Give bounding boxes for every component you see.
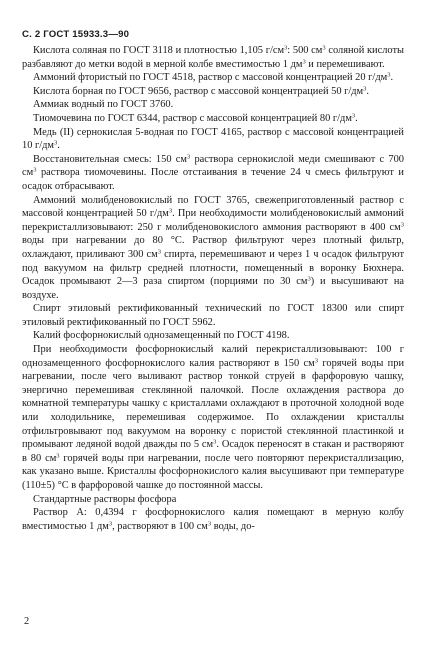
paragraph	[22, 71, 404, 85]
superscript: 3	[33, 166, 37, 174]
text-run: При необходимости фосфорнокислый калий перекристаллизовывают: 100 г однозамещенного фосфорнокислого калия растворяют в 150 см	[22, 344, 404, 369]
superscript: 3	[351, 112, 356, 120]
text-run: .	[390, 72, 394, 84]
text-run: .	[57, 140, 60, 152]
superscript: 3	[108, 520, 113, 528]
text-run: . Осадок переносят в стакан и растворяют в 80 см	[22, 439, 404, 464]
superscript: 3	[207, 520, 212, 528]
superscript: 3	[363, 85, 367, 93]
superscript: 3	[284, 44, 288, 52]
paragraph	[22, 126, 404, 153]
superscript: 3	[314, 357, 318, 365]
text-run: Тиомочевина по ГОСТ 6344, раствор с массовой концентрацией 80 г/дм	[33, 112, 352, 124]
text-run: Восстановительная смесь: 150 см	[33, 153, 187, 165]
text-run: Спирт этиловый ректификованный технический по ГОСТ 18300 или спирт этиловый ректификованный по ГОСТ 5962.	[22, 303, 404, 328]
superscript: 3	[322, 44, 326, 52]
page-number: 2	[24, 616, 30, 627]
text-run: .	[355, 112, 358, 124]
text-run: раствора сернокислой меди смешивают с 700 см	[22, 153, 404, 179]
text-run: Раствор А: 0,4394 г фосфорнокислого калия помещают в мерную колбу вместимостью 1 дм	[22, 507, 404, 532]
running-header: С. 2 ГОСТ 15933.3—90	[22, 29, 130, 40]
text-run: Аммоний фтористый по ГОСТ 4518, раствор с массовой концентрацией 20 г/дм	[33, 72, 388, 84]
paragraph	[22, 194, 404, 303]
paragraph	[22, 44, 404, 71]
text-run: воды при нагревании до 80 °С. Раствор фильтруют через плотный фильтр, охлаждают, приливают 300 см	[22, 235, 404, 260]
paragraph	[22, 329, 404, 343]
text-run: .	[366, 85, 369, 97]
text-run: . При необходимости молибденовокислый аммоний перекристаллизовывают: 250 г молибденовокислого аммония растворяют в 400 см	[22, 208, 404, 233]
superscript: 3	[400, 221, 404, 229]
text-run: соляной кислоты разбавляют до метки водой в мерной колбе вместимостью 1 дм	[22, 45, 404, 70]
text-run: , растворяют в 100 см	[112, 520, 208, 532]
text-run: воды, до-	[211, 520, 255, 532]
superscript: 3	[387, 71, 391, 79]
superscript: 3	[54, 139, 58, 147]
paragraph	[22, 493, 404, 507]
paragraph	[22, 153, 404, 194]
text-run: горячей воды при нагревании, после чего повторяют перекристаллизацию, как указано выше. Кристаллы фосфорнокислого калия высушивают при температуре (110±5) °С в фарфоровой чашке до постоянной массы.	[22, 452, 404, 491]
superscript: 3	[186, 153, 191, 161]
text-run: горячей воды при нагревании, после чего выливают раствор тонкой струей в фарфоровую чашку, энергично перемешивая стеклянной палочкой. После охлаждения раствора до комнатной температуры чашку с кристаллами охлаждают в проточной холодной воде или холодильнике, перемешивая содержимое. По охлаждении кристаллы отфильтровывают под вакуумом на воронку с пористой стеклянной пластинкой и промывают ледяной водой дважды по 5 см	[22, 357, 405, 451]
superscript: 3	[307, 275, 311, 283]
superscript: 3	[168, 207, 173, 215]
text-run: Медь (II) сернокислая 5-водная по ГОСТ 4165, раствор с массовой концентрацией 10 г/дм	[22, 126, 404, 152]
paragraph	[22, 302, 404, 329]
paragraph	[22, 506, 404, 533]
superscript: 3	[157, 248, 161, 256]
text-run: ) и высушивают на воздухе.	[22, 276, 404, 301]
text-run: раствора тиомочевины. После отстаивания в течение 24 ч смесь фильтруют и осадок отбрасывают.	[22, 167, 404, 192]
body-text	[22, 44, 404, 533]
paragraph	[22, 98, 404, 112]
superscript: 3	[302, 58, 306, 66]
text-run: спирта, перемешивают и через 1 ч осадок фильтруют под вакуумом на фильтр средней плотности, помещенный в воронку Бюхнера. Осадок промывают 2—3 раза спиртом (порциями по 30 см	[22, 248, 404, 288]
paragraph	[22, 343, 404, 493]
text-run: : 500 см	[287, 45, 323, 56]
text-run: Калий фосфорнокислый однозамещенный по ГОСТ 4198.	[33, 330, 290, 342]
text-run: Аммиак водный по ГОСТ 3760.	[33, 99, 174, 111]
text-run: Кислота соляная по ГОСТ 3118 и плотностью 1,105 г/см	[33, 45, 285, 56]
text-run: Аммоний молибденовокислый по ГОСТ 3765, свежеприготовленный раствор с массовой концентрацией 50 г/дм	[22, 194, 404, 220]
text-run: Стандартные растворы фосфора	[33, 493, 177, 505]
text-run: Кислота борная по ГОСТ 9656, раствор с массовой концентрацией 50 г/дм	[33, 85, 364, 97]
paragraph	[22, 85, 404, 99]
text-run: и перемешивают.	[305, 58, 385, 70]
superscript: 3	[56, 452, 60, 460]
superscript: 3	[213, 438, 217, 446]
paragraph	[22, 112, 404, 126]
